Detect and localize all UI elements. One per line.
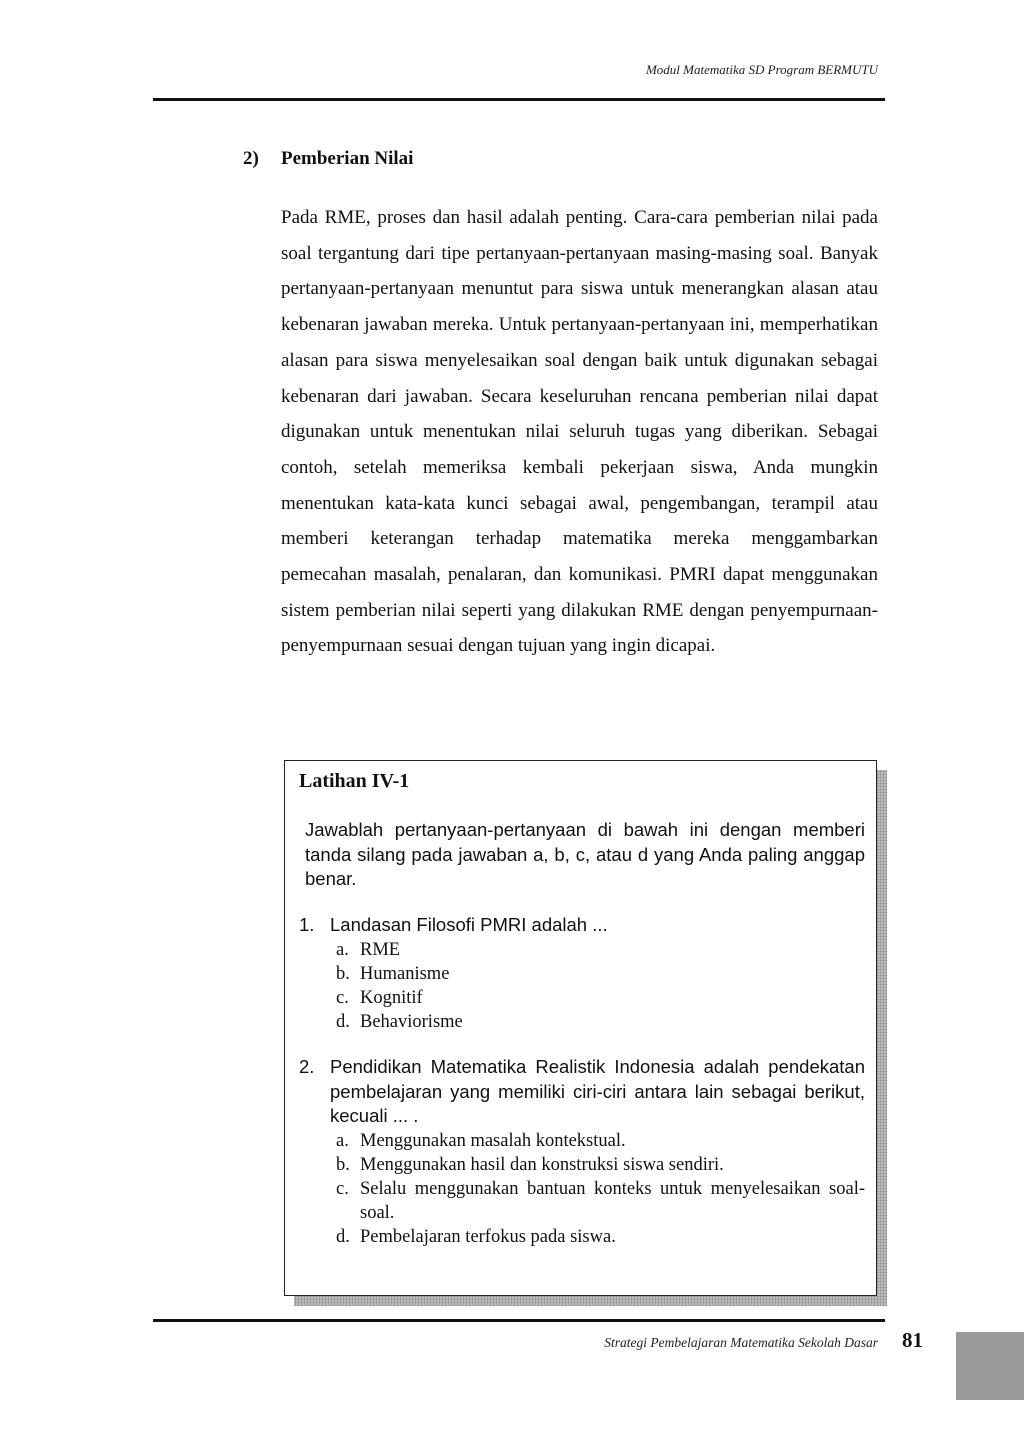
question-text: Pendidikan Matematika Realistik Indonesia adalah pendekatan pembelajaran yang memiliki ciri-ciri antara lain sebagai berikut, kecuali ... . (330, 1056, 865, 1126)
body-paragraph: Pada RME, proses dan hasil adalah penting. Cara-cara pemberian nilai pada soal tergantung dari tipe pertanyaan-pertanyaan masing-masing soal. Banyak pertanyaan-pertanyaan menuntut para siswa untuk menerangkan alasan atau kebenaran jawaban mereka. Untuk pertanyaan-pertanyaan ini, memperhatikan alasan para siswa menyelesaikan soal dengan baik untuk digunakan sebagai kebenaran dari jawaban. Secara keseluruhan rencana pemberian nilai dapat digunakan untuk menentukan nilai seluruh tugas yang diberikan. Sebagai contoh, setelah memeriksa kembali pekerjaan siswa, Anda mungkin menentukan kata-kata kunci sebagai awal, pengembangan, terampil atau memberi keterangan terhadap matematika mereka menggambarkan pemecahan masalah, penalaran, dan komunikasi. PMRI dapat menggunakan sistem pemberian nilai seperti yang dilakukan RME dengan penyempurnaan-penyempurnaan sesuai dengan tujuan yang ingin dicapai. (281, 207, 878, 657)
answer-option[interactable] (336, 1129, 865, 1153)
option-text: Kognitif (360, 987, 423, 1008)
header-rule (153, 98, 885, 101)
question-1 (299, 913, 865, 1034)
option-letter: a. (336, 939, 349, 960)
question-number: 1. (299, 914, 315, 935)
answer-option[interactable] (336, 1177, 865, 1225)
page-number: 81 (902, 1328, 923, 1352)
option-letter: c. (336, 1178, 349, 1199)
option-text: Humanisme (360, 963, 450, 984)
answer-option[interactable] (336, 986, 865, 1010)
option-text: Menggunakan hasil dan konstruksi siswa sendiri. (360, 1154, 724, 1175)
option-letter: d. (336, 1226, 350, 1247)
answer-option[interactable] (336, 938, 865, 962)
question-text: Landasan Filosofi PMRI adalah ... (330, 914, 608, 935)
option-text: Behaviorisme (360, 1011, 463, 1032)
option-text: Menggunakan masalah kontekstual. (360, 1130, 626, 1151)
exercise-instruction: Jawablah pertanyaan-pertanyaan di bawah ini dengan memberi tanda silang pada jawaban a, b, c, atau d yang Anda paling anggap benar. (305, 819, 865, 889)
option-letter: d. (336, 1011, 350, 1032)
exercise-box (284, 760, 877, 1296)
option-text: Pembelajaran terfokus pada siswa. (360, 1226, 616, 1247)
answer-options (299, 938, 865, 1034)
question-2 (299, 1055, 865, 1249)
running-header: Modul Matematika SD Program BERMUTU (645, 62, 878, 77)
option-letter: b. (336, 963, 350, 984)
section-title: Pemberian Nilai (281, 148, 414, 169)
option-letter: c. (336, 987, 349, 1008)
answer-option[interactable] (336, 962, 865, 986)
answer-option[interactable] (336, 1225, 865, 1249)
option-text: RME (360, 939, 401, 960)
option-letter: a. (336, 1130, 349, 1151)
answer-options (299, 1129, 865, 1249)
option-text: Selalu menggunakan bantuan konteks untuk menyelesaikan soal-soal. (360, 1178, 865, 1223)
footer-book-title: Strategi Pembelajaran Matematika Sekolah Dasar (604, 1335, 878, 1350)
option-letter: b. (336, 1154, 350, 1175)
exercise-title: Latihan IV-1 (299, 770, 410, 792)
answer-option[interactable] (336, 1153, 865, 1177)
footer-rule (153, 1319, 885, 1322)
section-heading (243, 148, 413, 170)
section-number: 2) (243, 148, 259, 169)
page-edge-tab (956, 1332, 1024, 1400)
question-number: 2. (299, 1056, 315, 1077)
answer-option[interactable] (336, 1010, 865, 1034)
